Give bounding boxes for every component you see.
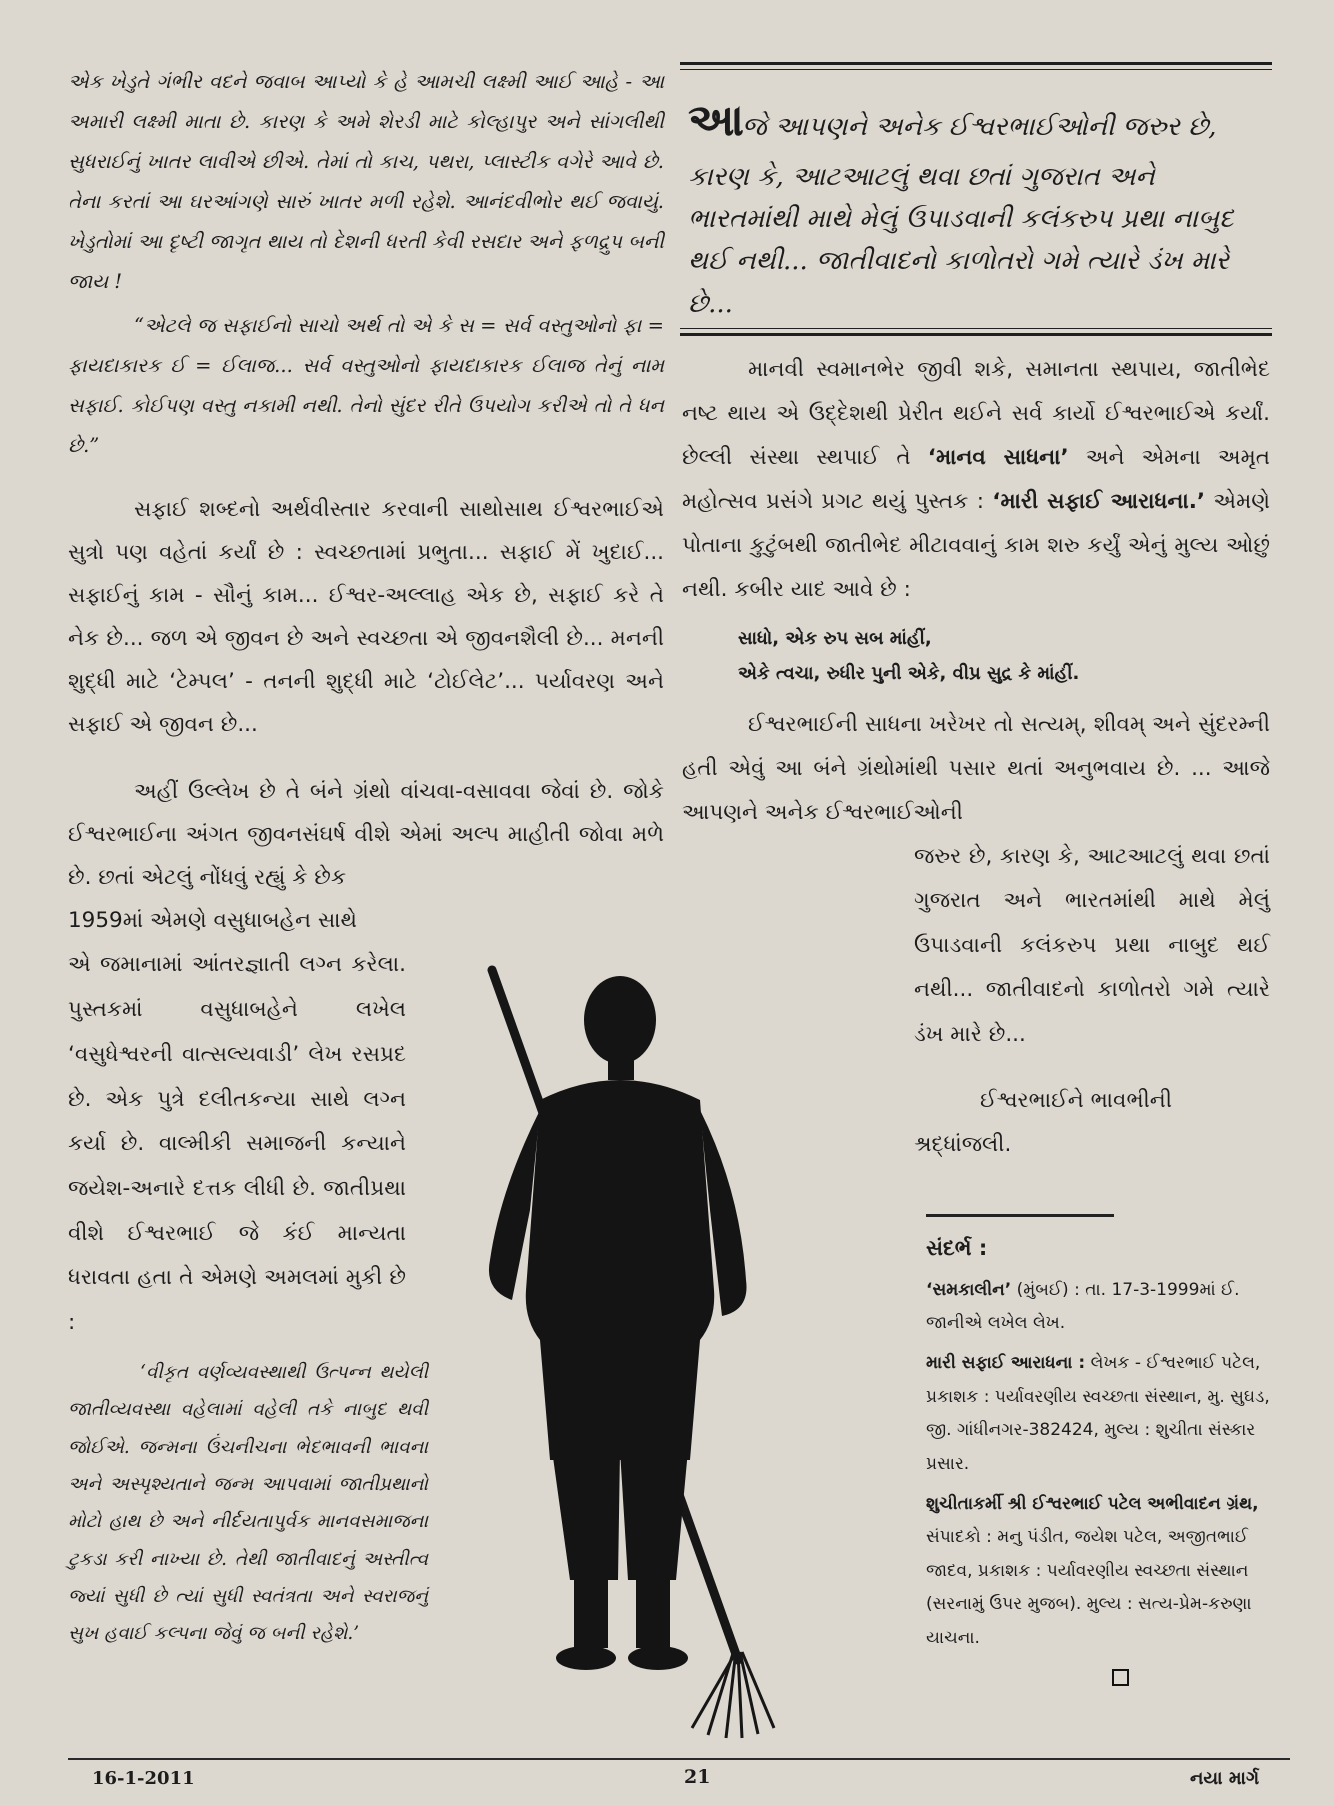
right-p1-text-c: એમણે પોતાના કુટુંબથી જાતીભેદ મીટાવવાનું કામ શરુ કર્યું એનું મુલ્ય ઓછું નથી. કબીર યાદ આવે છે : — [682, 489, 1270, 603]
right-paragraph-1 — [682, 348, 1270, 612]
pull-quote-dropcap: આ — [688, 95, 742, 146]
reference-1-title: ‘સમકાલીન’ — [926, 1279, 1012, 1300]
left-paragraph-3: સફાઈ શબ્દનો અર્થવીસ્તાર કરવાની સાથોસાથ ઈશ્વરભાઈએ સુત્રો પણ વહેતાં કર્યાં છે : સ્વચ્છતામાં પ્રભુતા... સફાઈ મેં ખુદાઈ... સફાઈનું કામ - સૌનું કામ... ઈશ્વર-અલ્લાહ એક છે, સફાઈ કરે તે નેક છે... જળ એ જીવન છે અને સ્વચ્છતા એ જીવનશૈલી છે... મનની શુદ્ધી માટે ‘ટેમ્પલ’ - તનની શુદ્ધી માટે ‘ટોઈલેટ’... પર્યાવરણ અને સફાઈ એ જીવન છે... — [68, 496, 664, 737]
right-paragraph-3: ઈશ્વરભાઈને ભાવભીની શ્રદ્ધાંજલી. — [914, 1087, 1172, 1158]
verse-line-2: એકે ત્વચા, રુધીર પુની એકે, વીપ્ર સુદ્ર કે માંહીં. — [738, 662, 1080, 684]
references-heading: સંદર્ભ : — [926, 1236, 988, 1260]
references-divider — [926, 1214, 1114, 1217]
left-paragraph-1: એક ખેડુતે ગંભીર વદને જવાબ આપ્યો કે હે આમચી લક્ષ્મી આઈ આહે - આ અમારી લક્ષ્મી માતા છે. કારણ કે અમે શેરડી માટે કોલ્હાપુર અને સાંગલીથી સુધરાઈનું ખાતર લાવીએ છીએ. તેમાં તો કાચ, પથરા, પ્લાસ્ટીક વગેરે આવે છે. તેના કરતાં આ ઘરઆંગણે સારું ખાતર મળી રહેશે. આનંદવીભોર થઈ જવાયું. ખેડુતોમાં આ દૃષ્ટી જાગૃત થાય તો દેશની ધરતી કેવી રસદાર અને ફળદ્રુપ બની જાય ! — [68, 70, 664, 293]
left-paragraph-4: અહીં ઉલ્લેખ છે તે બંને ગ્રંથો વાંચવા-વસાવવા જેવાં છે. જોકે ઈશ્વરભાઈના અંગત જીવનસંઘર્ષ વીશે એમાં અલ્પ માહીતી જોવા મળે છે. છતાં એટલું નોંધવું રહ્યું કે છેક — [68, 778, 664, 890]
footer-date: 16-1-2011 — [92, 1768, 195, 1789]
pull-quote-text — [688, 85, 1266, 325]
right-paragraph-2-cont: જરુર છે, કારણ કે, આટઆટલું થવા છતાં ગુજરાત અને ભારતમાંથી માથે મેલું ઉપાડવાની કલંકરુપ પ્રથા નાબુદ થઈ નથી... જાતીવાદનો કાળોતરો ગમે ત્યારે ડંખ મારે છે... — [914, 843, 1270, 1047]
reference-item-2 — [926, 1347, 1270, 1482]
broom-bristles — [692, 1650, 774, 1738]
page-number: 21 — [684, 1766, 711, 1788]
end-of-article-mark — [1112, 1669, 1129, 1686]
reference-2-title: મારી સફાઈ આરાધના : — [926, 1352, 1086, 1373]
right-p1-bold-b: ‘મારી સફાઈ આરાધના.’ — [992, 489, 1206, 515]
left-paragraph-2: “એટલે જ સફાઈનો સાચો અર્થ તો એ કે સ = સર્વ વસ્તુઓનો ફા = ફાયદાકારક ઈ = ઈલાજ... સર્વ વસ્તુઓનો ફાયદાકારક ઈલાજ તેનું નામ સફાઈ. કોઈપણ વસ્તુ નકામી નથી. તેનો સુંદર રીતે ઉપયોગ કરીએ તો તે ધન છે.” — [68, 313, 664, 457]
reference-2-text: લેખક - ઈશ્વરભાઈ પટેલ, પ્રકાશક : પર્યાવરણીય સ્વચ્છતા સંસ્થાન, મુ. સુઘડ, જી. ગાંધીનગર-382424, મુલ્ય : શુચીતા સંસ્કાર પ્રસાર. — [926, 1352, 1270, 1474]
pull-quote-body: જે આપણને અનેક ઈશ્વરભાઈઓની જરુર છે, કારણ કે, આટઆટલું થવા છતાં ગુજરાત અને ભારતમાંથી માથે મેલું ઉપાડવાની કલંકરુપ પ્રથા નાબુદ થઈ નથી... જાતીવાદનો કાળોતરો ગમે ત્યારે ડંખ મારે છે... — [688, 112, 1234, 319]
pull-quote-box — [680, 62, 1272, 336]
left-paragraph-5-lead: 1959માં એમણે વસુધાબહેન સાથે — [68, 907, 357, 933]
right-p1-text-b: અને એમના અમૃત મહોત્સવ પ્રસંગે પ્રગટ થયું પુસ્તક : — [682, 445, 1271, 515]
sweeper-silhouette-icon — [470, 960, 910, 1750]
verse-line-1: સાધો, એક રુપ સબ માંહીં, — [738, 628, 932, 650]
right-paragraph-2: ઈશ્વરભાઈની સાધના ખરેખર તો સત્યમ્, શીવમ્ અને સુંદરમ્ની હતી એવું આ બંને ગ્રંથોમાંથી પસાર થતાં અનુભવાય છે. ... આજે આપણને અનેક ઈશ્વરભાઈઓની — [682, 711, 1270, 825]
reference-3-title: શુચીતાકર્મી શ્રી ઈશ્વરભાઈ પટેલ અભીવાદન ગ્રંથ, — [926, 1493, 1259, 1514]
magazine-name: નયા માર્ગ — [1190, 1768, 1260, 1789]
footer-divider — [68, 1758, 1290, 1760]
reference-item-3 — [926, 1488, 1270, 1656]
references-block — [926, 1228, 1270, 1695]
right-p1-bold-a: ‘માનવ સાધના’ — [927, 445, 1069, 471]
reference-item-1 — [926, 1274, 1270, 1341]
kabir-verse — [738, 622, 1270, 690]
right-p1-text-a: માનવી સ્વમાનભેર જીવી શકે, સમાનતા સ્થપાય, જાતીભેદ નષ્ટ થાય એ ઉદ્દેશથી પ્રેરીત થઈને સર્વ કાર્યો ઈશ્વરભાઈએ કર્યાં. છેલ્લી સંસ્થા સ્થપાઈ તે — [682, 357, 1270, 471]
left-quote: ‘વીકૃત વર્ણવ્યવસ્થાથી ઉત્પન્ન થયેલી જાતીવ્યવસ્થા વહેલામાં વહેલી તકે નાબુદ થવી જોઈએ. જન્મના ઉંચનીચના ભેદભાવની ભાવના અને અસ્પૃશ્યતાને જન્મ આપવામાં જાતીપ્રથાનો મોટો હાથ છે અને નીર્દયતાપુર્વક માનવસમાજના ટુકડા કરી નાખ્યા છે. તેથી જાતીવાદનું અસ્તીત્વ જ્યાં સુધી છે ત્યાં સુધી સ્વતંત્રતા અને સ્વરાજનું સુખ હવાઈ કલ્પના જેવું જ બની રહેશે.’ — [68, 1361, 428, 1645]
reference-1-text: (મુંબઈ) : તા. 17-3-1999માં ઈ. જાનીએ લખેલ લેખ. — [926, 1279, 1240, 1334]
reference-3-text: સંપાદકો : મનુ પંડીત, જયેશ પટેલ, અજીતભાઈ જાદવ, પ્રકાશક : પર્યાવરણીય સ્વચ્છતા સંસ્થાન (સરનામું ઉપર મુજબ). મુલ્ય : સત્ય-પ્રેમ-કરુણા યાચના. — [926, 1527, 1252, 1649]
left-paragraph-5: એ જમાનામાં આંતરજ્ઞાતી લગ્ન કરેલા. પુસ્તકમાં વસુધાબહેને લખેલ ‘વસુધેશ્વરની વાત્સલ્યવાડી’ લેખ રસપ્રદ છે. એક પુત્રે દલીતકન્યા સાથે લગ્ન કર્યા છે. વાલ્મીકી સમાજની કન્યાને જયેશ-અનારે દત્તક લીધી છે. જાતીપ્રથા વીશે ઈશ્વરભાઈ જે કંઈ માન્યતા ધરાવતા હતા તે એમણે અમલમાં મુકી છે : — [68, 952, 406, 1336]
